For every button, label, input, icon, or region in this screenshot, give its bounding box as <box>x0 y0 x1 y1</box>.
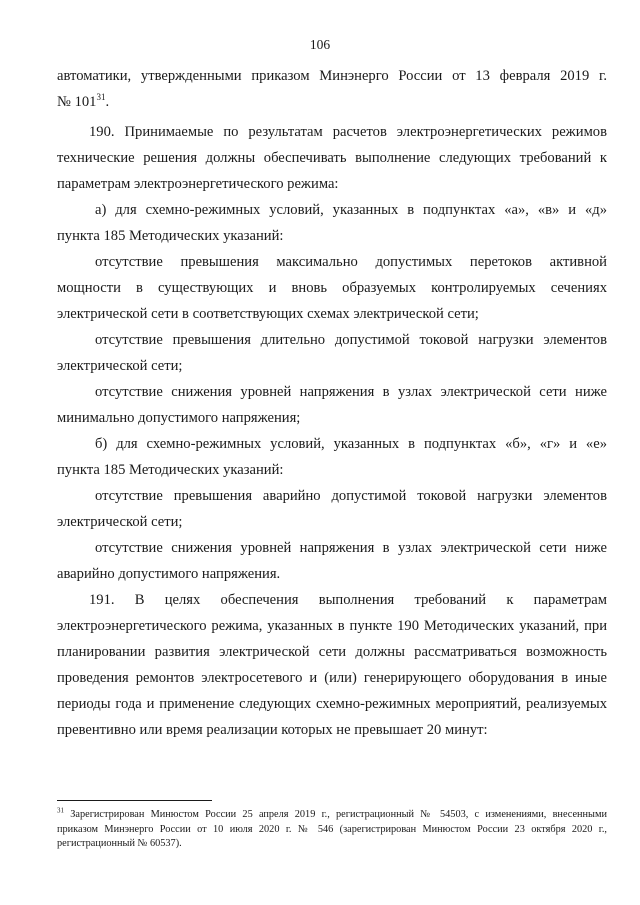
text-line: параметрам электроэнергетического режима: <box>57 176 339 192</box>
page-number: 106 <box>309 37 331 52</box>
text-line-content: № 101 <box>57 94 97 110</box>
text-line: а) для схемно-режимных условий, указанных в подпунктах «а», «в» и «д» <box>95 202 607 218</box>
text-line: 191. В целях обеспечения выполнения требований к параметрам <box>89 592 607 608</box>
footnote <box>57 808 607 852</box>
text-line: периоды года и применение следующих схемно-режимных мероприятий, реализуемых <box>57 696 607 712</box>
text-line: проведения ремонтов электросетевого и (или) генерирующего оборудования в иные <box>57 670 607 686</box>
text-line: электрической сети; <box>57 358 183 374</box>
paragraph-191 <box>57 587 607 743</box>
text-line: мощности в существующих и вновь образуемых контролируемых сечениях <box>57 280 607 296</box>
requirement-item <box>57 249 607 327</box>
requirement-item <box>57 327 607 379</box>
paragraph-continuation <box>57 63 607 115</box>
text-line: минимально допустимого напряжения; <box>57 410 301 426</box>
subparagraph-b <box>57 431 607 483</box>
text-line: отсутствие превышения длительно допустимой токовой нагрузки элементов <box>95 332 607 348</box>
text-line: электроэнергетического режима, указанных в пункте 190 Методических указаний, при <box>57 618 607 634</box>
text-line: аварийно допустимого напряжения. <box>57 566 281 582</box>
text-line: технические решения должны обеспечивать выполнение следующих требований к <box>57 150 607 166</box>
footnote-line: приказом Минэнерго России от 10 июля 2020 г. № 546 (зарегистрирован Минюстом России 23 октября 2020 г., <box>57 823 607 835</box>
text-line: 190. Принимаемые по результатам расчетов электроэнергетических режимов <box>89 124 607 140</box>
text-line: отсутствие снижения уровней напряжения в узлах электрической сети ниже <box>95 540 607 556</box>
text-line: превентивно или время реализации которых не превышает 20 минут: <box>57 722 488 738</box>
footnote-text: Зарегистрирован Минюстом России 25 апреля 2019 г., регистрационный № 54503, с изменениями, внесенными <box>70 809 608 820</box>
paragraph-190 <box>57 119 607 197</box>
footnote-marker: 31 <box>57 806 64 815</box>
footnote-divider <box>57 800 212 801</box>
text-line: электрической сети в соответствующих схемах электрической сети; <box>57 306 479 322</box>
subparagraph-a <box>57 197 607 249</box>
requirement-item <box>57 535 607 587</box>
footnote-line <box>57 808 607 823</box>
text-line: планировании развития электрической сети должны рассматриваться возможность <box>57 644 607 660</box>
text-line: электрической сети; <box>57 514 183 530</box>
text-line: пункта 185 Методических указаний: <box>57 462 284 478</box>
requirement-item <box>57 483 607 535</box>
text-line: отсутствие снижения уровней напряжения в узлах электрической сети ниже <box>95 384 607 400</box>
text-line: пункта 185 Методических указаний: <box>57 228 284 244</box>
text-line: б) для схемно-режимных условий, указанных в подпунктах «б», «г» и «е» <box>95 436 607 452</box>
footnote-ref[interactable]: 31 <box>96 92 106 103</box>
requirement-item <box>57 379 607 431</box>
text-line: отсутствие превышения аварийно допустимой токовой нагрузки элементов <box>95 488 607 504</box>
text-line: автоматики, утвержденными приказом Минэнерго России от 13 февраля 2019 г. <box>57 68 607 84</box>
text-line: отсутствие превышения максимально допустимых перетоков активной <box>95 254 607 270</box>
footnote-line: регистрационный № 60537). <box>57 838 182 849</box>
text-line: № $101^{31}$. <box>57 92 110 110</box>
